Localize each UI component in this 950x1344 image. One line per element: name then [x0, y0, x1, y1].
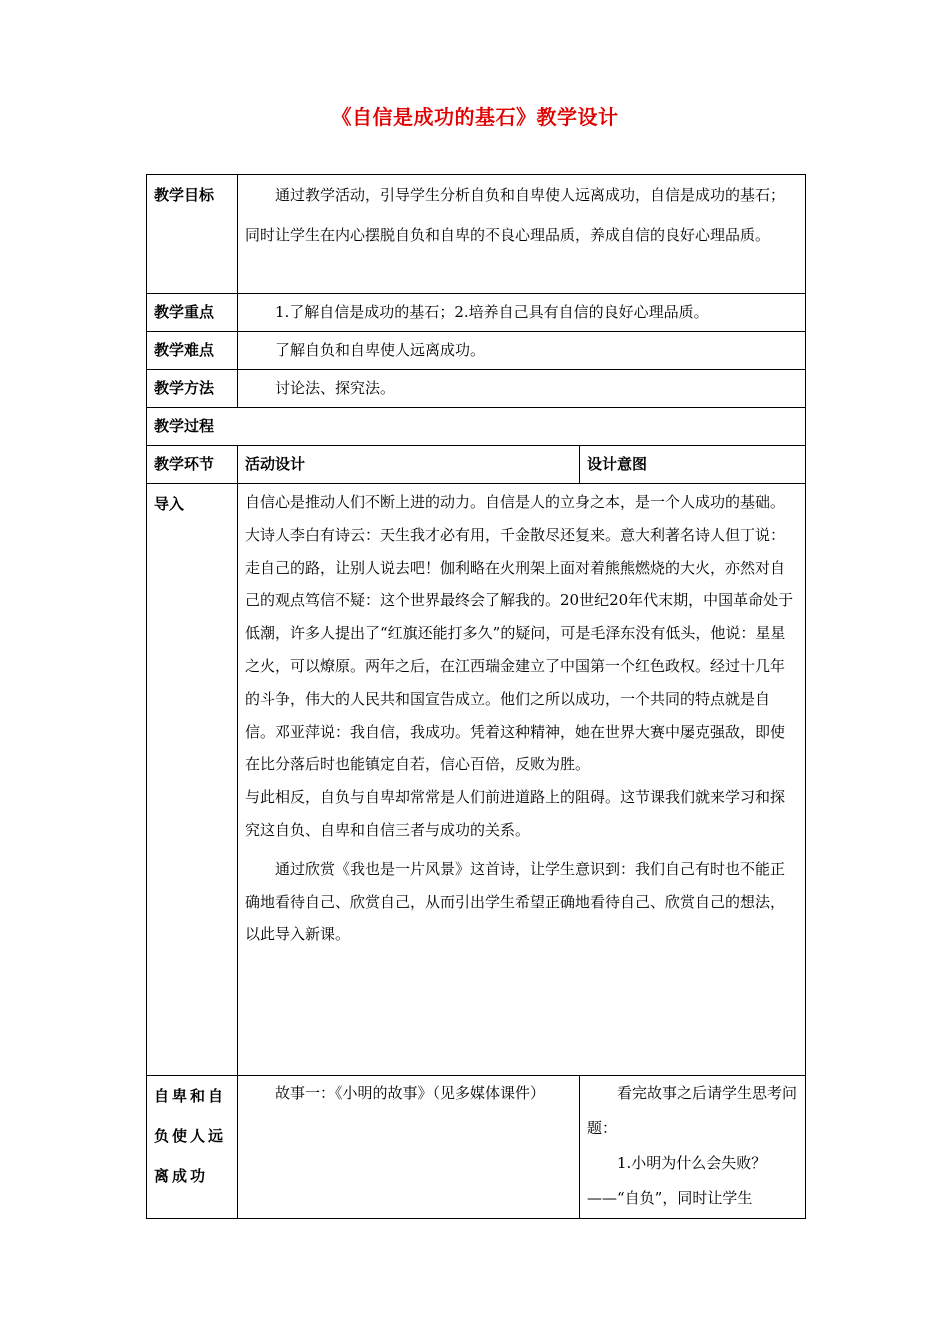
intro-cell — [238, 484, 806, 1076]
section2-activity: 故事一：《小明的故事》（见多媒体课件） — [275, 1084, 546, 1102]
method-label: 教学方法 — [147, 370, 238, 408]
col-intent-header: 设计意图 — [580, 446, 806, 484]
method-text: 讨论法、探究法。 — [275, 379, 396, 397]
intro-paragraph-2: 与此相反，自负与自卑却常常是人们前进道路上的阻碍。这节课我们就来学习和探究这自负、自卑和自信三者与成功的关系。 — [245, 788, 786, 839]
method-row — [147, 370, 806, 408]
difficulty-text: 了解自负和自卑使人远离成功。 — [275, 341, 486, 359]
section2-activity-cell — [238, 1076, 580, 1219]
goal-text: 通过教学活动，引导学生分析自负和自卑使人远离成功，自信是成功的基石；同时让学生在内心摆脱自负和自卑的不良心理品质，养成自信的良好心理品质。 — [245, 186, 786, 244]
section2-intent-cell — [580, 1076, 806, 1219]
method-cell — [238, 370, 806, 408]
goal-cell — [238, 175, 806, 294]
section2-label: 自卑和自负使人远离成功 — [147, 1076, 238, 1219]
key-label: 教学重点 — [147, 294, 238, 332]
process-label: 教学过程 — [147, 408, 806, 446]
section2-intent-1: 看完故事之后请学生思考问题： — [587, 1084, 798, 1137]
section2-intent-2: 1.小明为什么会失败？ — [617, 1154, 767, 1172]
difficulty-cell — [238, 332, 806, 370]
key-text: 1.了解自信是成功的基石；2.培养自己具有自信的良好心理品质。 — [275, 303, 709, 321]
key-row — [147, 294, 806, 332]
col-stage-header: 教学环节 — [147, 446, 238, 484]
column-header-row — [147, 446, 806, 484]
goal-label: 教学目标 — [147, 175, 238, 294]
difficulty-label: 教学难点 — [147, 332, 238, 370]
intro-paragraph-3: 通过欣赏《我也是一片风景》这首诗，让学生意识到：我们自己有时也不能正确地看待自己、欣赏自己，从而引出学生希望正确地看待自己、欣赏自己的想法，以此导入新课。 — [245, 859, 786, 944]
intro-row — [147, 484, 806, 1076]
key-cell — [238, 294, 806, 332]
process-row — [147, 408, 806, 446]
lesson-plan-table — [146, 174, 806, 1219]
intro-label: 导入 — [147, 484, 238, 1076]
goal-row — [147, 175, 806, 294]
col-activity-header: 活动设计 — [238, 446, 580, 484]
section2-row — [147, 1076, 806, 1219]
document-title: 《自信是成功的基石》教学设计 — [331, 105, 619, 129]
intro-paragraph-1: 自信心是推动人们不断上进的动力。自信是人的立身之本，是一个人成功的基础。大诗人李白有诗云：天生我才必有用，千金散尽还复来。意大利著名诗人但丁说：走自己的路，让别人说去吧！伽利略在火刑架上面对着熊熊燃烧的大火，亦然对自己的观点笃信不疑：这个世界最终会了解我的。20世纪20年代末期，中国革命处于低潮，许多人提出了“红旗还能打多久”的疑问，可是毛泽东没有低头，他说：星星之火，可以燎原。两年之后，在江西瑞金建立了中国第一个红色政权。经过十几年的斗争，伟大的人民共和国宣告成立。他们之所以成功，一个共同的特点就是自信。邓亚萍说：我自信，我成功。凭着这种精神，她在世界大赛中屡克强敌，即使在比分落后时也能镇定自若，信心百倍，反败为胜。 — [245, 493, 794, 774]
difficulty-row — [147, 332, 806, 370]
section2-intent-3: ——“自负”，同时让学生 — [587, 1189, 753, 1207]
